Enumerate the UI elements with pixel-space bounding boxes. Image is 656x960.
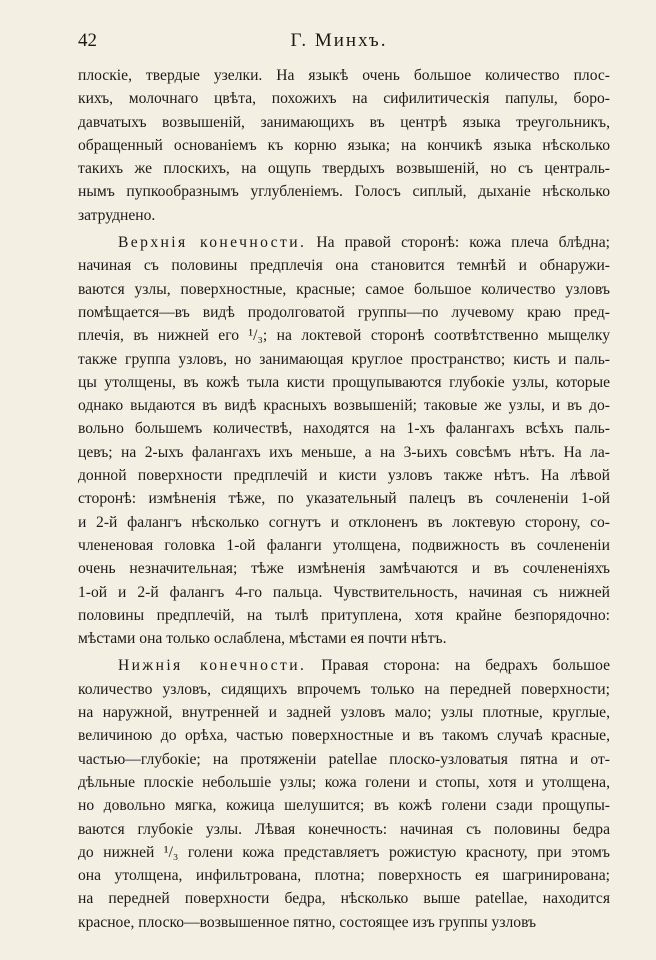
text-line: но довольно мягка, кожица шелушится; въ кожѣ голени сзади прощупы- <box>78 797 610 815</box>
paragraph <box>78 64 610 227</box>
text-line: на наружной, внутренней и задней узловъ мало; узлы плотные, круглые, <box>78 704 610 722</box>
text-line: красное, плоско—возвышенное пятно, состоящее изъ группы узловъ <box>78 913 537 931</box>
text-line: плоскіе, твердые узелки. На языкѣ очень большое количество плос- <box>78 67 610 84</box>
page-number: 42 <box>78 30 97 51</box>
text-line: до нижней ¹/₃ голени кожа представляетъ рожистую красноту, при этомъ <box>78 843 610 861</box>
page-header <box>78 30 600 54</box>
text-line: сторонѣ: измѣненія тѣже, по указательный палецъ въ сочлененіи 1-ой <box>78 490 610 508</box>
text-line: давчатыхъ возвышеній, занимающихъ въ центрѣ языка треугольникъ, <box>78 113 610 131</box>
text-line: такихъ же плоскихъ, на ощупь твердыхъ возвышеній, но съ централь- <box>78 160 610 178</box>
text-line: дѣльные плоскіе небольшіе узлы; кожа голени и стопы, хотя и утолщена, <box>78 773 610 791</box>
text-line: она утолщена, инфильтрована, плотна; поверхность ея шагринирована; <box>78 867 610 885</box>
text-line: ваются узлы, поверхностные, красные; самое большое количество узловъ <box>78 280 610 298</box>
text-line: также группа узловъ, но занимающая круглое пространство; кисть и паль- <box>78 350 610 368</box>
text-line: однако выдаются въ видѣ красныхъ возвышеній; таковые же узлы, и въ до- <box>78 397 610 415</box>
text-line: начиная съ половины предплечія она становится темнѣй и обнаружи- <box>78 257 610 275</box>
text-line: члененовая головка 1-ой фаланги утолщена, подвижность въ сочлененіи <box>78 536 610 554</box>
text-line: мѣстами она только ослаблена, мѣстами ея почти нѣтъ. <box>78 630 447 648</box>
text-line: ваются глубокіе узлы. Лѣвая конечность: начиная съ половины бедра <box>78 820 610 838</box>
paragraph <box>78 231 610 650</box>
text-line: цевъ; на 2-ыхъ фалангахъ ихъ меньше, а на 3-ьихъ совсѣмъ нѣтъ. На ла- <box>78 443 610 461</box>
text-line: Верхнія конечности. На правой сторонѣ: кожа плеча блѣдна; <box>118 234 610 252</box>
text-line: половины предплечій, на тылѣ притуплена, хотя крайне безпорядочно: <box>78 606 610 624</box>
text-line: Нижнія конечности. Правая сторона: на бедрахъ большое <box>118 657 610 675</box>
text-line: 1-ой и 2-й фалангъ 4-го пальца. Чувствительность, начиная съ нижней <box>78 583 610 601</box>
text-line: частью—глубокіе; на протяженіи patellae плоско-узловатыя пятна и от- <box>78 750 610 768</box>
text-line: на передней поверхности бедра, нѣсколько выше patellae, находится <box>78 890 610 908</box>
text-line: очень незначительная; тѣже измѣненія замѣчаются и въ сочлененіяхъ <box>78 560 610 578</box>
running-head: Г. Минхъ. <box>290 30 388 51</box>
text-line: обращенный основаніемъ къ корню языка; на кончикѣ языка нѣсколько <box>78 136 610 154</box>
text-line: помѣщается—въ видѣ продолговатой группы—по лучевому краю пред- <box>78 303 610 321</box>
section-heading: Верхнія конечности. <box>118 234 307 252</box>
text-line: нымъ пупкообразнымъ углубленіемъ. Голосъ сиплый, дыханіе нѣсколько <box>78 183 610 201</box>
paragraph <box>78 654 610 934</box>
text-line: затруднено. <box>78 206 156 224</box>
text-line: величиною до орѣха, частью поверхностные и въ такомъ случаѣ красные, <box>78 727 610 745</box>
section-heading: Нижнія конечности. <box>118 657 307 675</box>
text-line: кихъ, молочнаго цвѣта, похожихъ на сифилитическія папулы, боро- <box>78 90 610 108</box>
text-line: и 2-й фалангъ нѣсколько согнутъ и отклоненъ въ локтевую сторону, со- <box>78 513 610 531</box>
text-line: донной поверхности предплечій и кисти узловъ также нѣтъ. На лѣвой <box>78 467 610 485</box>
page-body <box>78 64 610 938</box>
text-line: количество узловъ, сидящихъ впрочемъ только на передней поверхности; <box>78 680 610 698</box>
text-line: плечія, въ нижней его ¹/₃; на локтевой сторонѣ соотвѣтственно мыщелку <box>78 327 610 345</box>
text-line: вольно большемъ количествѣ, находятся на 1-хъ фалангахъ всѣхъ паль- <box>78 420 610 438</box>
text-line: цы утолщены, въ кожѣ тыла кисти прощупываются глубокіе узлы, которые <box>78 373 610 391</box>
